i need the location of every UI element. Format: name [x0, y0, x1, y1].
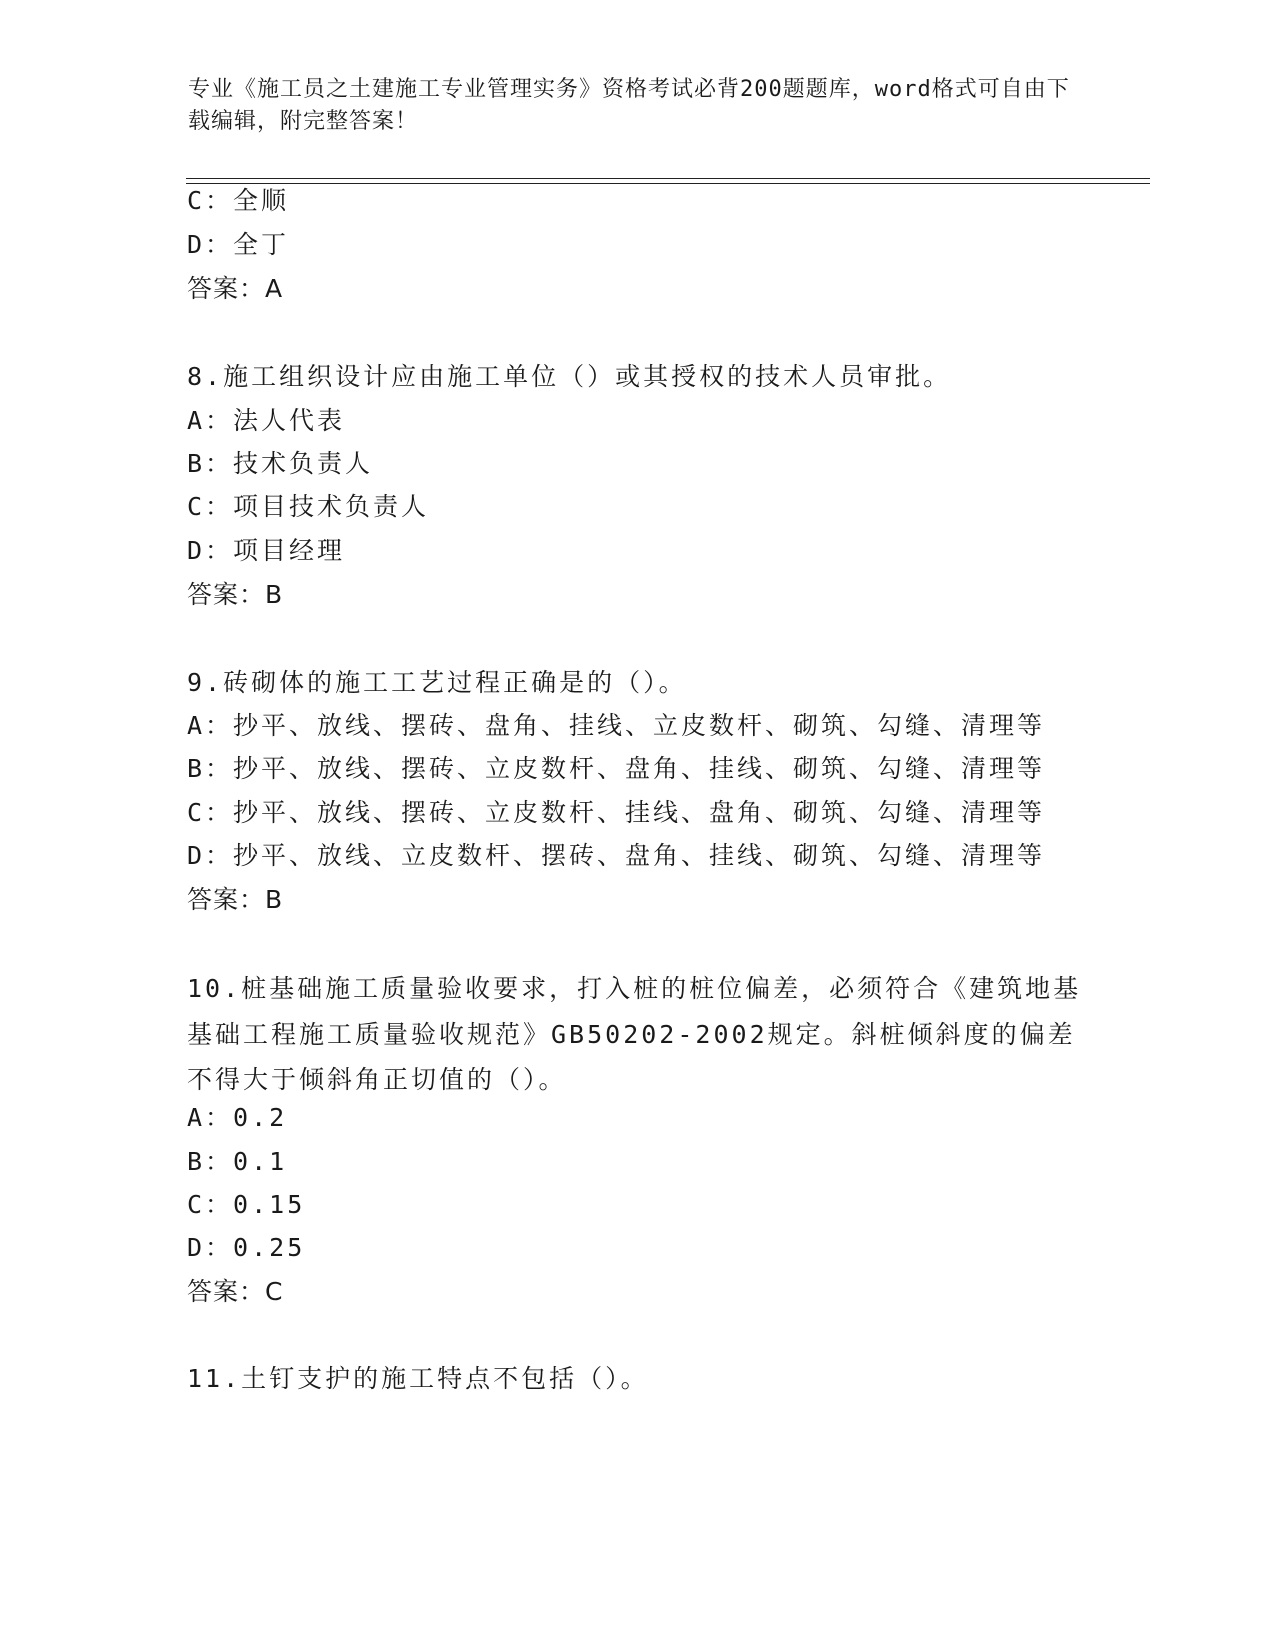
option-d: D：抄平、放线、立皮数杆、摆砖、盘角、挂线、砌筑、勾缝、清理等	[187, 841, 1046, 870]
answer-line: 答案：A	[187, 274, 284, 303]
option-c: C：0.15	[187, 1190, 306, 1219]
question-stem: 8.施工组织设计应由施工单位（）或其授权的技术人员审批。	[187, 362, 952, 391]
option-a: A：0.2	[187, 1103, 288, 1132]
option-b: B：抄平、放线、摆砖、立皮数杆、盘角、挂线、砌筑、勾缝、清理等	[187, 754, 1046, 783]
option-c: C：项目技术负责人	[187, 492, 430, 521]
option-b: B：0.1	[187, 1147, 288, 1176]
option-a: A：抄平、放线、摆砖、盘角、挂线、立皮数杆、砌筑、勾缝、清理等	[187, 711, 1046, 740]
answer-line: 答案：C	[187, 1277, 284, 1306]
option-d: D：项目经理	[187, 536, 346, 565]
question-stem: 10.桩基础施工质量验收要求，打入桩的桩位偏差，必须符合《建筑地基基础工程施工质量验收规范》GB50202-2002规定。斜桩倾斜度的偏差不得大于倾斜角正切值的（）。	[187, 974, 1082, 1094]
header-rule-top	[186, 178, 1150, 179]
option-c: C：全顺	[187, 186, 290, 215]
option-b: B：技术负责人	[187, 449, 374, 478]
answer-line: 答案：B	[187, 885, 284, 914]
option-c: C：抄平、放线、摆砖、立皮数杆、挂线、盘角、砌筑、勾缝、清理等	[187, 798, 1046, 827]
answer-line: 答案：B	[187, 580, 284, 609]
option-d: D：0.25	[187, 1233, 306, 1262]
question-stem: 11.土钉支护的施工特点不包括（）。	[187, 1364, 649, 1393]
header-rule-bottom	[186, 183, 1150, 184]
question-stem: 9.砖砌体的施工工艺过程正确是的（）。	[187, 668, 687, 697]
option-a: A：法人代表	[187, 406, 346, 435]
document-header: 专业《施工员之土建施工专业管理实务》资格考试必背200题题库，word格式可自由下载编辑，附完整答案！	[188, 77, 1070, 134]
option-d: D：全丁	[187, 230, 290, 259]
